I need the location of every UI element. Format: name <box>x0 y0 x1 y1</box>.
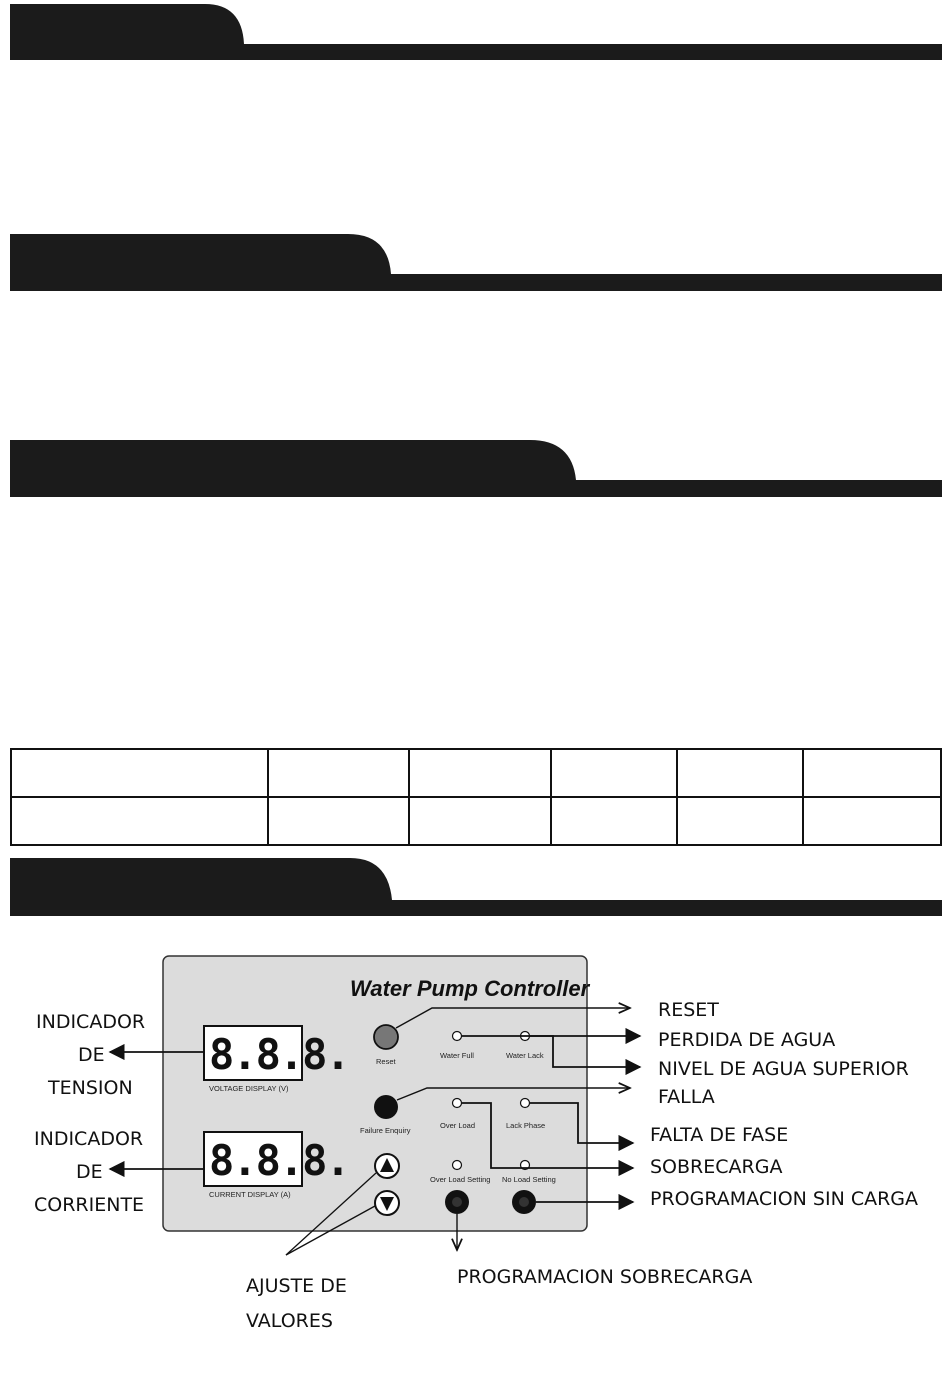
section-header-bar-3 <box>10 440 942 497</box>
lack-phase-label: Lack Phase <box>506 1121 546 1130</box>
water-full-label: Water Full <box>440 1051 474 1060</box>
callout-corriente-line-1: INDICADOR <box>34 1128 144 1150</box>
table-cell <box>11 749 268 797</box>
table-cell <box>551 797 677 845</box>
callout-falta-fase: FALTA DE FASE <box>650 1124 789 1146</box>
section-header-bar-1 <box>10 4 942 60</box>
callout-reset: RESET <box>658 999 719 1021</box>
callout-programacion-sobrecarga: PROGRAMACION SOBRECARGA <box>457 1266 753 1288</box>
callout-falla: FALLA <box>658 1086 715 1108</box>
table-cell <box>677 749 804 797</box>
callout-corriente-line-2: DE <box>76 1161 103 1183</box>
callout-tension-line-1: INDICADOR <box>36 1011 146 1033</box>
no-load-setting-button-center <box>519 1197 529 1207</box>
no-load-setting-label: No Load Setting <box>502 1175 556 1184</box>
over-load-led <box>453 1099 462 1108</box>
controller-diagram <box>0 940 950 1380</box>
table-cell <box>409 749 551 797</box>
current-display-caption: CURRENT DISPLAY (A) <box>209 1190 291 1199</box>
callout-programacion-sin-carga: PROGRAMACION SIN CARGA <box>650 1188 919 1210</box>
over-load-setting-label: Over Load Setting <box>430 1175 491 1184</box>
over-load-label: Over Load <box>440 1121 476 1130</box>
table-cell <box>803 749 941 797</box>
panel-title: Water Pump Controller <box>350 976 590 1001</box>
over-load-setting-led <box>453 1161 462 1170</box>
callout-sobrecarga: SOBRECARGA <box>650 1156 783 1178</box>
water-lack-label: Water Lack <box>506 1051 544 1060</box>
callout-nivel-agua: NIVEL DE AGUA SUPERIOR <box>658 1058 909 1080</box>
voltage-display-caption: VOLTAGE DISPLAY (V) <box>209 1084 289 1093</box>
reset-button[interactable] <box>374 1025 398 1049</box>
table-cell <box>11 797 268 845</box>
callout-tension-line-2: DE <box>78 1044 105 1066</box>
callout-ajuste-line-2: VALORES <box>246 1310 333 1332</box>
callout-tension-line-3: TENSION <box>48 1077 133 1099</box>
voltage-digits: 8.8.8. <box>209 1030 349 1079</box>
section-header-bar-4 <box>10 858 942 916</box>
current-digits: 8.8.8. <box>209 1136 349 1185</box>
table-cell <box>803 797 941 845</box>
callout-corriente-line-3: CORRIENTE <box>34 1194 145 1216</box>
water-full-led <box>453 1032 462 1041</box>
table-cell <box>551 749 677 797</box>
lack-phase-led <box>521 1099 530 1108</box>
over-load-setting-button-center <box>452 1197 462 1207</box>
table-cell <box>268 749 409 797</box>
spec-table <box>10 748 942 846</box>
table-cell <box>268 797 409 845</box>
callout-perdida-agua: PERDIDA DE AGUA <box>658 1029 836 1051</box>
table-cell <box>409 797 551 845</box>
failure-enquiry-label: Failure Enquiry <box>360 1126 411 1135</box>
callout-ajuste-line-1: AJUSTE DE <box>246 1275 347 1297</box>
table-row <box>11 797 941 845</box>
table-row <box>11 749 941 797</box>
reset-label: Reset <box>376 1057 396 1066</box>
section-header-bar-2 <box>10 234 942 291</box>
failure-enquiry-button[interactable] <box>374 1095 398 1119</box>
table-cell <box>677 797 804 845</box>
